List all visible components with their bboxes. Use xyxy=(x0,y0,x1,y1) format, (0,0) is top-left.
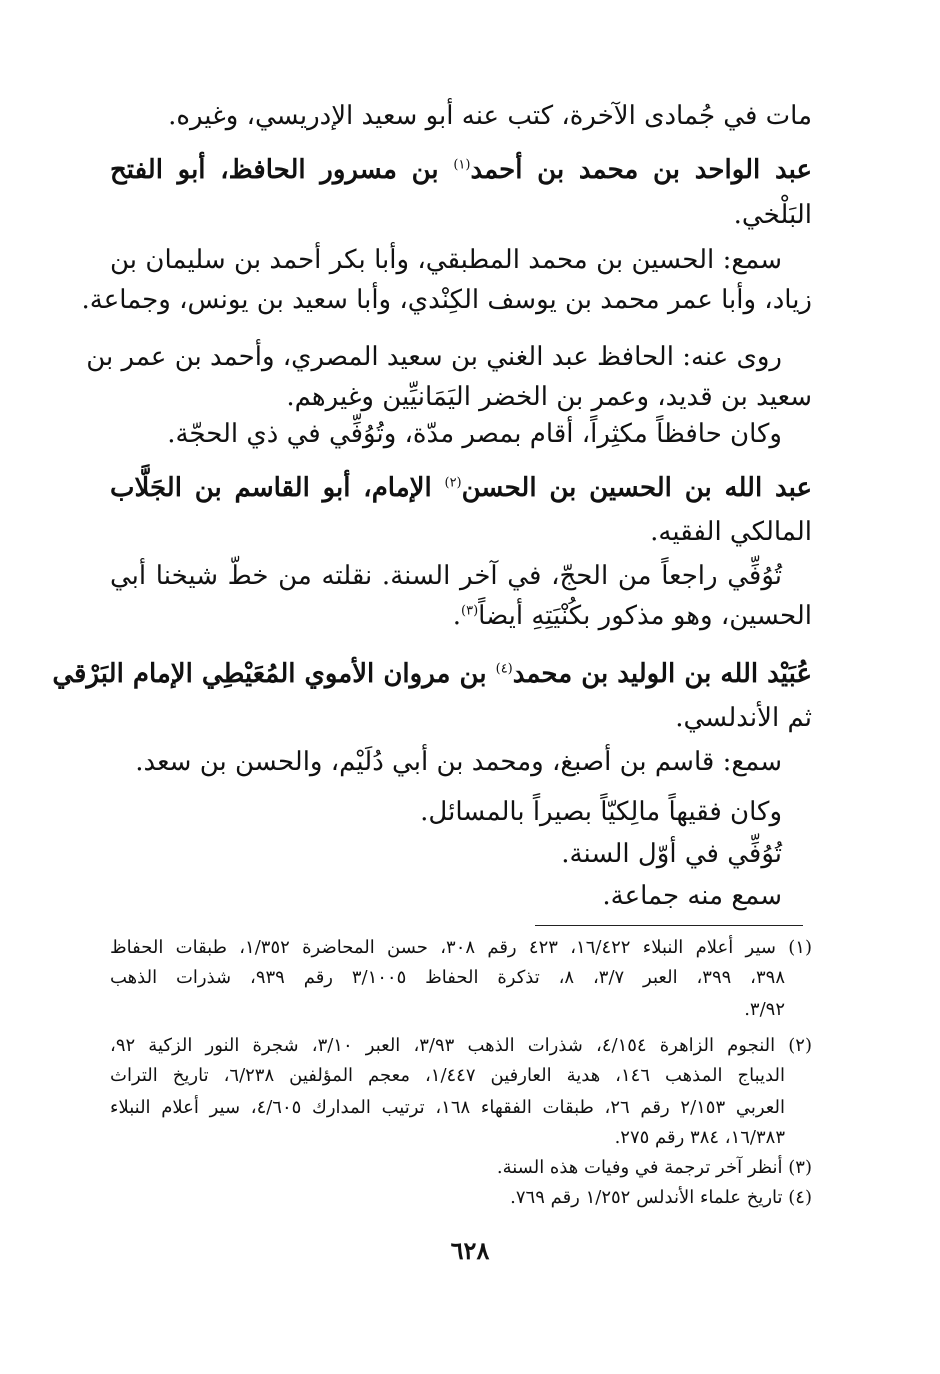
text-line: المالكي الفقيه. xyxy=(650,517,812,547)
text-line: سمع منه جماعة. xyxy=(602,881,782,911)
footnote-line: (٤) تاريخ علماء الأندلس ١/٢٥٢ رقم ٧٦٩. xyxy=(510,1187,812,1208)
text-line: سمع: الحسين بن محمد المطبقي، وأبا بكر أحمد بن سليمان بن xyxy=(110,245,782,275)
footnote-line: ٣٩٨، ٣٩٩، العبر ٣/٧، ٨، تذكرة الحفاظ ٣/١٠٠٥ رقم ٩٣٩، شذرات الذهب xyxy=(110,967,785,988)
footnote-ref: (٣) xyxy=(461,603,479,619)
text-line: مات في جُمادى الآخرة، كتب عنه أبو سعيد الإدريسي، وغيره. xyxy=(168,101,812,131)
footnote-ref: (٤) xyxy=(495,661,513,677)
entry-name-cont: بن مروان الأموي المُعَيْطِي الإمام البَرْقي xyxy=(52,659,496,689)
text-line: الحسين، وهو مذكور بكُنْيَتِهِ أيضاً$^{(٣)}$. xyxy=(452,601,812,631)
text-line: تُوُفِّي راجعاً من الحجّ، في آخر السنة. نقلته من خطّ شيخنا أبي xyxy=(110,561,782,591)
footnote-ref: (٢) xyxy=(444,475,462,491)
footnote-line: الديباج المذهب ١٤٦، هدية العارفين ١/٤٤٧، معجم المؤلفين ٦/٢٣٨، تاريخ التراث xyxy=(110,1065,785,1086)
text-line: ثم الأندلسي. xyxy=(675,703,812,733)
entry-heading xyxy=(110,468,812,508)
footnote-line: (٣) أنظر آخر ترجمة في وفيات هذه السنة. xyxy=(496,1157,812,1178)
entry-name-cont: الإمام، أبو القاسم بن الجَلَّاب xyxy=(110,473,445,503)
entry-heading xyxy=(110,150,812,190)
footnote-line: (١) سير أعلام النبلاء ١٦/٤٢٢، ٤٢٣ رقم ٣٠٨، حسن المحاضرة ١/٣٥٢، طبقات الحفاظ xyxy=(110,937,812,958)
entry-heading xyxy=(52,654,812,694)
entry-name-cont: بن مسرور الحافظ، أبو الفتح xyxy=(110,155,454,185)
text-line: تُوُفِّي في أوّل السنة. xyxy=(561,839,782,869)
entry-name: عبد الواحد بن محمد بن أحمد xyxy=(470,155,812,185)
footnote-divider xyxy=(535,925,803,926)
entry-name: عبد الله بن الحسين بن الحسن xyxy=(461,473,812,503)
text-line: روى عنه: الحافظ عبد الغني بن سعيد المصري، وأحمد بن عمر بن xyxy=(86,342,782,372)
footnote-line: العربي ٢/١٥٣ رقم ٢٦، طبقات الفقهاء ١٦٨، ترتيب المدارك ٤/٦٠٥، سير أعلام النبلاء xyxy=(110,1097,785,1118)
footnote-ref: (١) xyxy=(453,157,471,173)
footnote-line: (٢) النجوم الزاهرة ٤/١٥٤، شذرات الذهب ٣/٩٣، العبر ٣/١٠، شجرة النور الزكية ٩٢، xyxy=(110,1035,812,1056)
text-line: وكان حافظاً مكثِراً، أقام بمصر مدّة، وتُوُفِّي في ذي الحجّة. xyxy=(167,419,782,449)
text-line: سمع: قاسم بن أصبغ، ومحمد بن أبي دُلَيْم، والحسن بن سعد. xyxy=(135,747,782,777)
entry-name: عُبَيْد الله بن الوليد بن محمد xyxy=(512,659,812,689)
text-line: البَلْخي. xyxy=(733,200,812,230)
footnote-line: ١٦/٣٨٣، ٣٨٤ رقم ٢٧٥. xyxy=(614,1127,785,1148)
footnote-line: ٣/٩٢. xyxy=(744,999,785,1020)
text-line: وكان فقيهاً مالِكيّاً بصيراً بالمسائل. xyxy=(420,797,782,827)
text-line: سعيد بن قديد، وعمر بن الخضر اليَمَانيِّين وغيرهم. xyxy=(286,382,812,412)
page-number: ٦٢٨ xyxy=(450,1236,490,1265)
text-line: زياد، وأبا عمر محمد بن يوسف الكِنْدي، وأبا سعيد بن يونس، وجماعة. xyxy=(81,285,812,315)
